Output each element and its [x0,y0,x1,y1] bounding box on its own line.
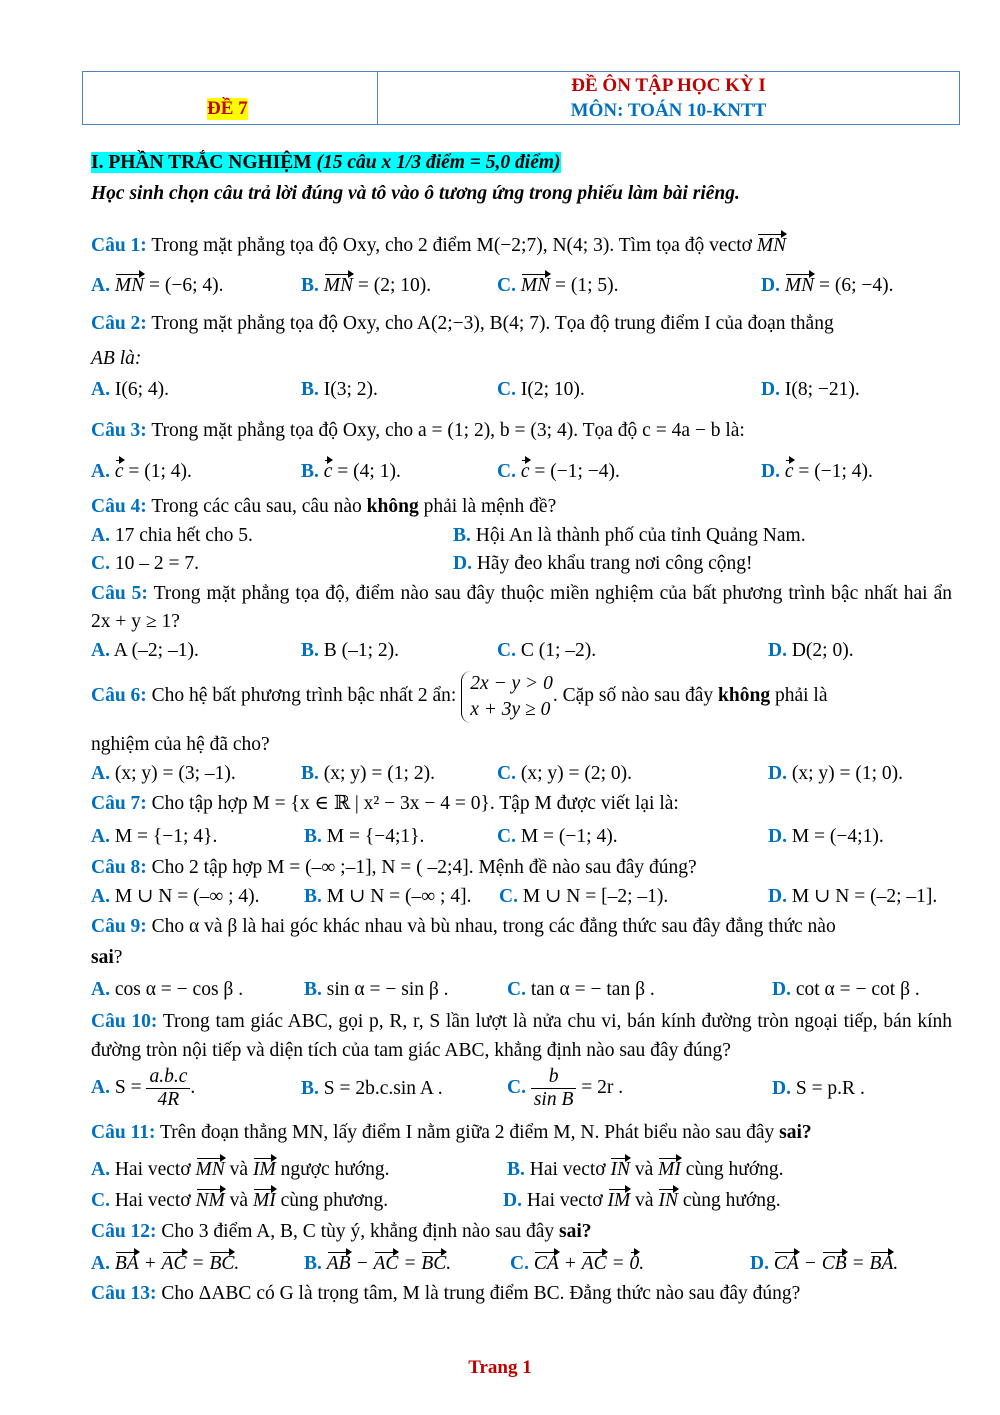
option-c: C. tan α = − tan β . [507,979,655,1000]
section-instruction: Học sinh chọn câu trả lời đúng và tô vào ô tương ứng trong phiếu làm bài riêng. [91,183,740,204]
option-c: C. M ∪ N = [–2; –1). [499,886,669,907]
option-c: C. c = (−1; −4). [497,459,620,485]
option-c: C. $\frac{b}{\text{sin B}}$ = 2r . [507,1066,624,1110]
option-c: C. I(2; 10). [497,379,585,400]
option-a: A. MN = (−6; 4). [91,273,224,299]
option-d: D. MN = (6; −4). [761,273,894,299]
option-d: D. S = p.R . [772,1078,865,1099]
option-b: B. c = (4; 1). [301,459,401,485]
option-b: B. Hai vectơ IN và MI cùng hướng. [507,1157,784,1183]
question-3: Câu 3: Trong mặt phẳng tọa độ Oxy, cho a = (1; 2), b = (3; 4). Tọa độ c = 4a − b là: [91,420,745,441]
exam-header [82,71,960,125]
option-d: D. Hai vectơ IM và IN cùng hướng. [503,1188,781,1214]
page-number: Trang 1 [468,1357,532,1378]
option-c: C. Hai vectơ NM và MI cùng phương. [91,1188,388,1214]
option-b: B. I(3; 2). [301,379,378,400]
question-8: Câu 8: Cho 2 tập hợp M = (–∞ ;–1], N = ( –2;4]. Mệnh đề nào sau đây đúng? [91,857,697,878]
option-b: B. sin α = − sin β . [304,979,449,1000]
option-d: D. (x; y) = (1; 0). [768,763,904,784]
question-2-cont: AB là: [91,348,142,369]
option-c: C. C (1; –2). [497,640,597,661]
question-2: Câu 2: Trong mặt phẳng tọa độ Oxy, cho A(2;−3), B(4; 7). Tọa độ trung điểm I của đoạn thẳng [91,313,834,334]
exam-title: ĐỀ ÔN TẬP HỌC KỲ I [571,75,766,96]
option-d: D. cot α = − cot β . [772,979,920,1000]
question-12: Câu 12: Cho 3 điểm A, B, C tùy ý, khẳng định nào sau đây sai? [91,1221,592,1242]
option-a: A. Hai vectơ MN và IM ngược hướng. [91,1157,390,1183]
inequality-system: 2x − y > 0 x + 3y ≥ 0 [461,671,553,723]
question-7: Câu 7: Cho tập hợp M = {x ∈ ℝ | x² − 3x − 4 = 0}. Tập M được viết lại là: [91,793,679,814]
option-b: B. M ∪ N = (–∞ ; 4]. [304,886,472,907]
option-a: A. (x; y) = (3; –1). [91,763,236,784]
question-10: Câu 10: Trong tam giác ABC, gọi p, R, r, S lần lượt là nửa chu vi, bán kính đường tròn ngoại tiếp, bán kính đường tròn nội tiếp và diện tích của tam giác ABC, khẳng định nào sau đây đúng? [91,1011,952,1061]
option-d: D. M = (−4;1). [768,826,884,847]
option-d: D. c = (−1; 4). [761,459,873,485]
option-b: B. B (–1; 2). [301,640,400,661]
option-b: B. MN = (2; 10). [301,273,431,299]
option-a: A. 17 chia hết cho 5. [91,525,253,546]
option-a: A. M = {−1; 4}. [91,826,218,847]
option-d: D. D(2; 0). [768,640,854,661]
option-d: D. Hãy đeo khẩu trang nơi công cộng! [453,553,753,574]
page-footer [0,1357,1000,1379]
option-a: A. A (–2; –1). [91,640,199,661]
question-4: Câu 4: Trong các câu sau, câu nào không phải là mệnh đề? [91,496,557,517]
option-a: A. I(6; 4). [91,379,169,400]
option-b: B. AB − AC = BC. [304,1251,451,1277]
question-6: Câu 6: Cho hệ bất phương trình bậc nhất 2 ẩn: 2x − y > 0 x + 3y ≥ 0 . Cặp số nào sau đây không phải là [91,668,827,724]
question-9-cont: sai? [91,947,123,968]
vector-mn: MN [757,233,786,259]
exam-title-cell [378,72,959,124]
question-6-cont: nghiệm của hệ đã cho? [91,734,270,755]
option-a: A. BA + AC = BC. [91,1251,239,1277]
option-a: A. cos α = − cos β . [91,979,244,1000]
question-13: Câu 13: Cho ΔABC có G là trọng tâm, M là trung điểm BC. Đẳng thức nào sau đây đúng? [91,1283,801,1304]
option-a: A. c = (1; 4). [91,459,192,485]
section-title: I. PHẦN TRẮC NGHIỆM [91,152,312,173]
option-d: D. CA − CB = BA. [750,1251,898,1277]
question-1 [91,233,786,259]
option-a: A. S = $\frac{a.b.c}{4R}$ . [91,1066,196,1110]
option-d: D. M ∪ N = (–2; –1]. [768,886,938,907]
option-c: C. M = (−1; 4). [497,826,618,847]
question-9: Câu 9: Cho α và β là hai góc khác nhau và bù nhau, trong các đẳng thức sau đây đẳng thức nào [91,916,836,937]
option-b: B. M = {−4;1}. [304,826,425,847]
option-b: B. S = 2b.c.sin A . [301,1078,443,1099]
section-heading [91,150,561,176]
section-points: (15 câu x 1/3 điểm = 5,0 điểm) [316,152,561,173]
question-label: Câu 1: [91,235,147,256]
exam-subject: MÔN: TOÁN 10-KNTT [570,100,767,121]
option-b: B. Hội An là thành phố của tỉnh Quảng Nam. [453,525,806,546]
option-c: C. MN = (1; 5). [497,273,619,299]
option-c: C. CA + AC = 0. [510,1251,644,1277]
exam-code-cell [83,72,378,124]
option-c: C. (x; y) = (2; 0). [497,763,633,784]
option-d: D. I(8; −21). [761,379,860,400]
option-b: B. (x; y) = (1; 2). [301,763,435,784]
option-a: A. M ∪ N = (–∞ ; 4). [91,886,260,907]
exam-code: ĐỀ 7 [207,98,248,119]
question-11: Câu 11: Trên đoạn thẳng MN, lấy điểm I nằm giữa 2 điểm M, N. Phát biểu nào sau đây sai? [91,1122,812,1143]
option-c: C. 10 – 2 = 7. [91,553,199,574]
question-text: Trong mặt phẳng tọa độ Oxy, cho 2 điểm M(−2;7), N(4; 3). Tìm tọa độ vectơ [151,235,752,256]
question-5: Câu 5: Trong mặt phẳng tọa độ, điểm nào sau đây thuộc miền nghiệm của bất phương trình bậc nhất hai ẩn 2x + y ≥ 1? [91,583,952,632]
